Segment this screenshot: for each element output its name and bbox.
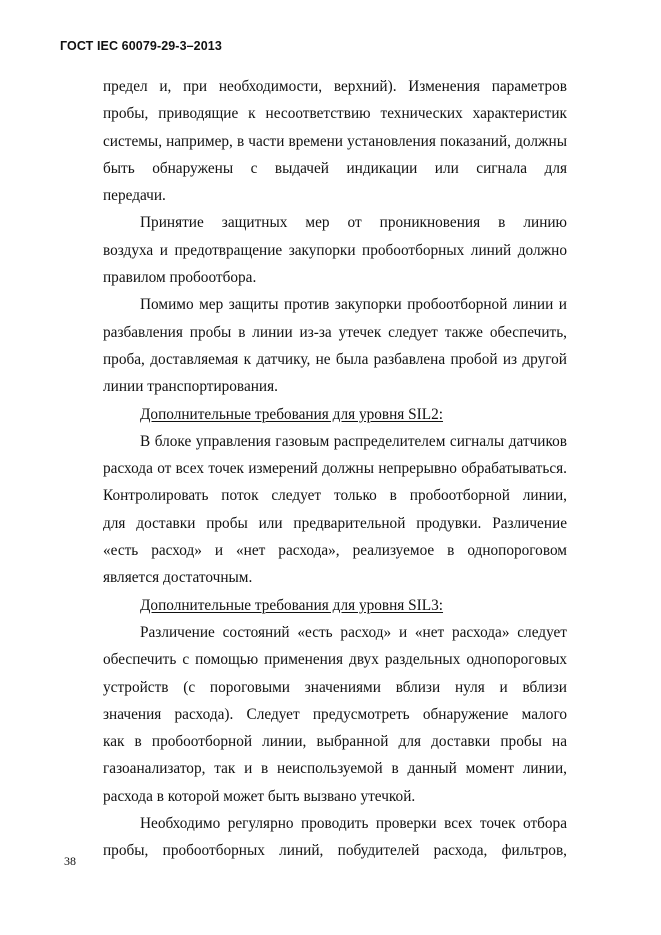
text-line: В блоке управления газовым распределителем сигналы датчиков bbox=[140, 432, 567, 450]
text-line: передачи. bbox=[103, 187, 166, 205]
text-line: расхода в которой может быть вызвано утечкой. bbox=[103, 787, 416, 805]
text-line: расхода от всех точек измерений должны непрерывно обрабатываться. bbox=[103, 460, 567, 478]
text-line: разбавления пробы в линии из-за утечек следует также обеспечить, bbox=[103, 323, 567, 341]
text-line: значения расхода). Следует предусмотреть обнаружение малого bbox=[103, 705, 567, 723]
text-line: газоанализатор, так и в неиспользуемой в данный момент линии, bbox=[103, 760, 567, 778]
text-line: линии транспортирования. bbox=[103, 378, 278, 396]
text-line: пробы, пробоотборных линий, побудителей расхода, фильтров, bbox=[103, 842, 567, 860]
text-line: устройств (с пороговыми значениями вблизи нуля и вблизи bbox=[103, 678, 567, 696]
section-subheading bbox=[103, 592, 567, 619]
subheading-text: Дополнительные требования для уровня SIL2: bbox=[140, 405, 444, 423]
text-line: Различение состояний «есть расход» и «нет расхода» следует bbox=[140, 623, 567, 641]
text-line: быть обнаружены с выдачей индикации или сигнала для bbox=[103, 159, 567, 177]
text-line: воздуха и предотвращение закупорки пробоотборных линий должно bbox=[103, 241, 567, 259]
section-subheading bbox=[103, 401, 567, 428]
text-line: как в пробоотборной линии, выбранной для доставки пробы на bbox=[103, 733, 567, 751]
text-line: предел и, при необходимости, верхний). Изменения параметров bbox=[103, 78, 567, 95]
page-number: 38 bbox=[64, 854, 76, 868]
text-line: для доставки пробы или предварительной продувки. Различение bbox=[103, 514, 567, 532]
document-header: ГОСТ IEC 60079-29-3–2013 bbox=[60, 39, 222, 53]
text-line: правилом пробоотбора. bbox=[103, 269, 257, 287]
document-body bbox=[103, 73, 567, 865]
text-line: Необходимо регулярно проводить проверки всех точек отбора bbox=[140, 815, 567, 833]
text-line: проба, доставляемая к датчику, не была разбавлена пробой из другой bbox=[103, 350, 567, 368]
text-line: Контролировать поток следует только в пробоотборной линии, bbox=[103, 487, 567, 505]
subheading-text: Дополнительные требования для уровня SIL3: bbox=[140, 596, 444, 614]
text-line: является достаточным. bbox=[103, 569, 253, 587]
text-line: Принятие защитных мер от проникновения в линию bbox=[140, 214, 567, 232]
text-line: Помимо мер защиты против закупорки пробоотборной линии и bbox=[140, 296, 567, 314]
text-line: системы, например, в части времени установления показаний, должны bbox=[103, 132, 567, 150]
text-line: «есть расход» и «нет расхода», реализуемое в однопороговом bbox=[103, 542, 567, 560]
text-line: обеспечить с помощью применения двух раздельных однопороговых bbox=[103, 651, 567, 669]
text-line: пробы, приводящие к несоответствию технических характеристик bbox=[103, 105, 567, 123]
